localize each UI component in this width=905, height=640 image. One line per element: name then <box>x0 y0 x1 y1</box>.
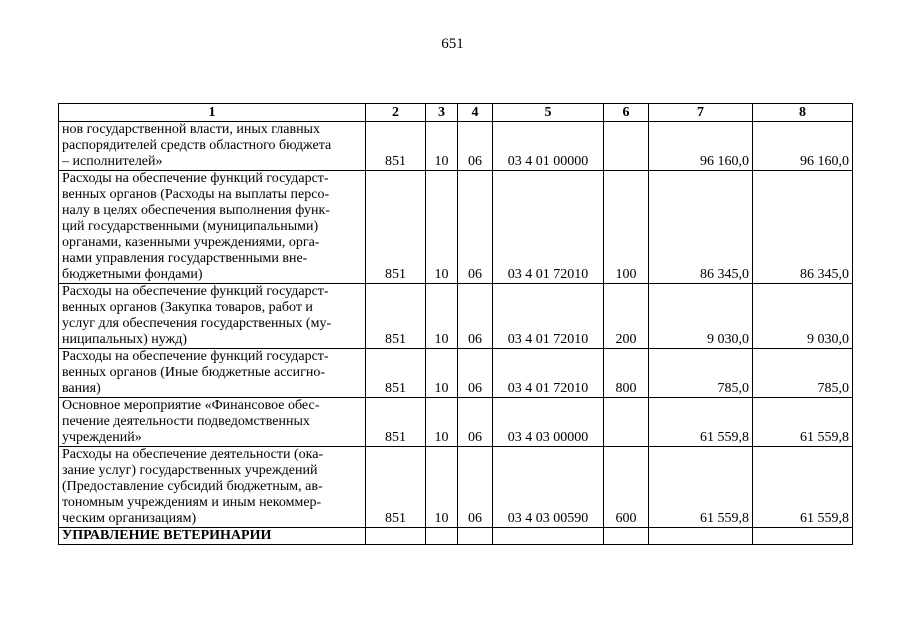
row-description <box>59 349 366 398</box>
cell-c3: 10 <box>426 349 458 398</box>
cell-c5: 03 4 01 72010 <box>493 349 604 398</box>
cell-c5: 03 4 03 00590 <box>493 447 604 528</box>
header-row <box>59 104 853 122</box>
cell-c4: 06 <box>458 349 493 398</box>
description-line: зание услуг) государственных учреждений <box>62 463 318 478</box>
cell-c2: 851 <box>366 398 426 447</box>
cell-c8: 9 030,0 <box>753 284 853 349</box>
row-description <box>59 171 366 284</box>
section-row <box>59 528 853 545</box>
header-cell: 8 <box>753 104 853 122</box>
cell-c2: 851 <box>366 122 426 171</box>
header-cell: 1 <box>59 104 366 122</box>
description-line: ческим организациям) <box>62 511 197 526</box>
description-line: Расходы на обеспечение функций государст- <box>62 349 329 364</box>
row-description <box>59 122 366 171</box>
cell-c8: 785,0 <box>753 349 853 398</box>
table-cell <box>493 528 604 545</box>
cell-c6: 800 <box>604 349 649 398</box>
description-line: налу в целях обеспечения выполнения функ- <box>62 203 330 218</box>
table-row <box>59 284 853 349</box>
cell-c2: 851 <box>366 284 426 349</box>
cell-c5: 03 4 03 00000 <box>493 398 604 447</box>
cell-c3: 10 <box>426 122 458 171</box>
cell-c3: 10 <box>426 447 458 528</box>
header-cell: 4 <box>458 104 493 122</box>
cell-c6: 600 <box>604 447 649 528</box>
row-description <box>59 447 366 528</box>
cell-c6 <box>604 398 649 447</box>
table-cell <box>458 528 493 545</box>
cell-c8: 86 345,0 <box>753 171 853 284</box>
description-line: нами управления государственными вне- <box>62 251 308 266</box>
cell-c7: 86 345,0 <box>649 171 753 284</box>
description-line: нов государственной власти, иных главных <box>62 122 320 137</box>
description-line: (Предоставление субсидий бюджетным, ав- <box>62 479 323 494</box>
description-line: бюджетными фондами) <box>62 267 203 282</box>
table-row <box>59 122 853 171</box>
table-cell <box>366 528 426 545</box>
cell-c2: 851 <box>366 447 426 528</box>
header-cell: 7 <box>649 104 753 122</box>
description-line: Расходы на обеспечение функций государст- <box>62 171 329 186</box>
description-line: органами, казенными учреждениями, орга- <box>62 235 320 250</box>
cell-c2: 851 <box>366 349 426 398</box>
cell-c4: 06 <box>458 447 493 528</box>
table-row <box>59 398 853 447</box>
description-line: тономным учреждениям и иным некоммер- <box>62 495 322 510</box>
header-cell: 6 <box>604 104 649 122</box>
cell-c8: 96 160,0 <box>753 122 853 171</box>
cell-c3: 10 <box>426 284 458 349</box>
table-cell <box>649 528 753 545</box>
table-cell <box>604 528 649 545</box>
cell-c4: 06 <box>458 122 493 171</box>
header-cell: 3 <box>426 104 458 122</box>
cell-c8: 61 559,8 <box>753 447 853 528</box>
description-line: ниципальных) нужд) <box>62 332 187 347</box>
cell-c5: 03 4 01 72010 <box>493 171 604 284</box>
cell-c7: 9 030,0 <box>649 284 753 349</box>
cell-c8: 61 559,8 <box>753 398 853 447</box>
row-description <box>59 284 366 349</box>
cell-c4: 06 <box>458 398 493 447</box>
cell-c2: 851 <box>366 171 426 284</box>
description-line: распорядителей средств областного бюджета <box>62 138 332 153</box>
page-number: 651 <box>441 36 464 52</box>
description-line: учреждений» <box>62 430 142 445</box>
cell-c7: 61 559,8 <box>649 447 753 528</box>
description-line: Расходы на обеспечение функций государст- <box>62 284 329 299</box>
table-row <box>59 447 853 528</box>
row-description <box>59 398 366 447</box>
cell-c3: 10 <box>426 171 458 284</box>
description-line: Расходы на обеспечение деятельности (ока- <box>62 447 324 462</box>
description-line: венных органов (Расходы на выплаты персо- <box>62 187 330 202</box>
cell-c7: 785,0 <box>649 349 753 398</box>
table-row <box>59 349 853 398</box>
cell-c4: 06 <box>458 171 493 284</box>
cell-c4: 06 <box>458 284 493 349</box>
cell-c5: 03 4 01 72010 <box>493 284 604 349</box>
header-cell: 5 <box>493 104 604 122</box>
header-cell: 2 <box>366 104 426 122</box>
description-line: услуг для обеспечения государственных (му- <box>62 316 332 331</box>
description-line: вания) <box>62 381 101 396</box>
cell-c6: 200 <box>604 284 649 349</box>
description-line: венных органов (Иные бюджетные ассигно- <box>62 365 326 380</box>
cell-c6 <box>604 122 649 171</box>
description-line: печение деятельности подведомственных <box>62 414 310 429</box>
cell-c6: 100 <box>604 171 649 284</box>
cell-c3: 10 <box>426 398 458 447</box>
description-line: венных органов (Закупка товаров, работ и <box>62 300 313 315</box>
table-cell <box>426 528 458 545</box>
cell-c7: 61 559,8 <box>649 398 753 447</box>
description-line: Основное мероприятие «Финансовое обес- <box>62 398 320 413</box>
description-line: – исполнителей» <box>62 154 163 169</box>
cell-c7: 96 160,0 <box>649 122 753 171</box>
cell-c5: 03 4 01 00000 <box>493 122 604 171</box>
budget-table <box>58 103 853 545</box>
table-row <box>59 171 853 284</box>
description-line: ций государственными (муниципальными) <box>62 219 319 234</box>
section-title: УПРАВЛЕНИЕ ВЕТЕРИНАРИИ <box>59 528 366 545</box>
table-cell <box>753 528 853 545</box>
